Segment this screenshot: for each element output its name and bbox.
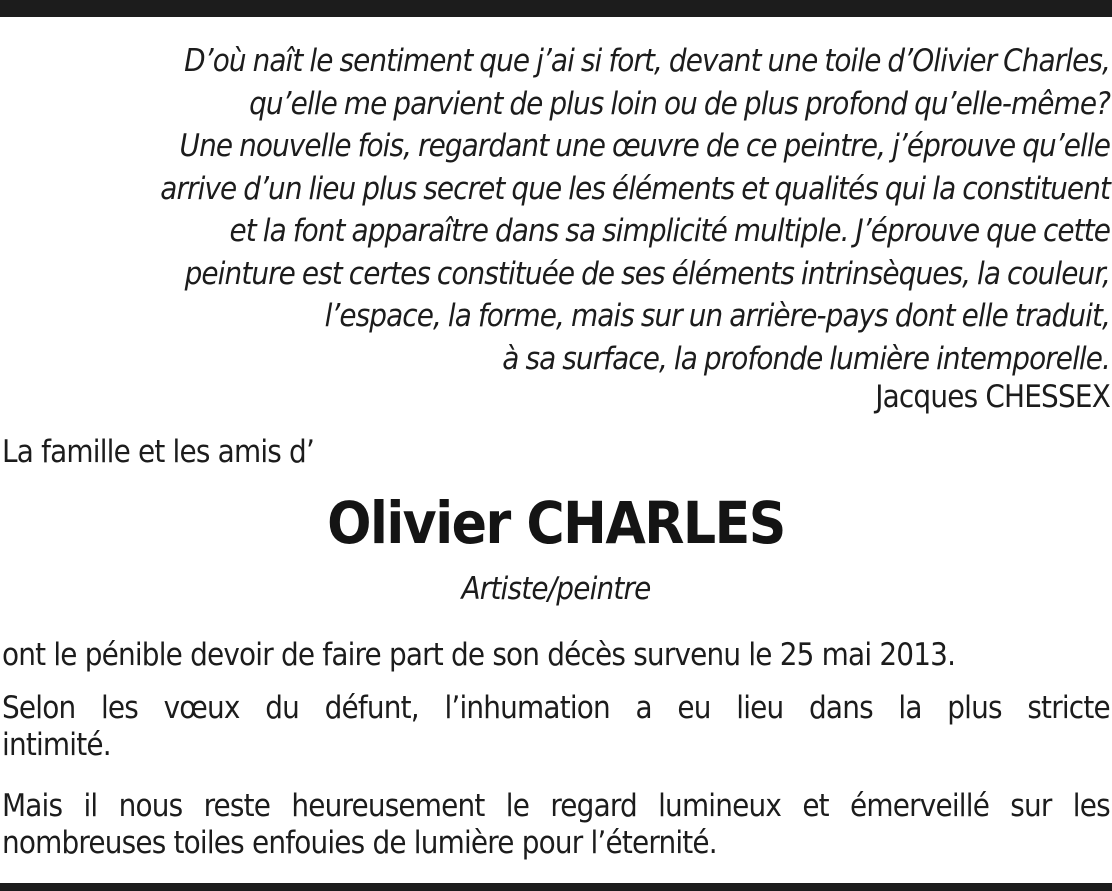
quote-line: à sa surface, la profonde lumière intemporelle. <box>502 340 1110 377</box>
word: il <box>83 788 98 824</box>
paragraph-line <box>2 690 1110 727</box>
epigraph-quote <box>4 40 1110 380</box>
quote-line: l’espace, la forme, mais sur un arrière-pays dont elle traduit, <box>324 298 1110 334</box>
word: l’inhumation <box>444 690 610 726</box>
quote-line: qu’elle me parvient de plus loin ou de plus profond qu’elle-même? <box>249 85 1110 122</box>
word: plus <box>947 690 1002 726</box>
quote-line: et la font apparaître dans sa simplicité multiple. J’éprouve que cette <box>229 213 1110 249</box>
word: regard <box>550 788 637 824</box>
word: la <box>898 690 922 726</box>
word: le <box>505 788 530 824</box>
word: reste <box>203 788 271 824</box>
quote-author: Jacques CHESSEX <box>875 379 1110 415</box>
deceased-name: Olivier CHARLES <box>327 489 785 557</box>
word: émerveillé <box>850 788 990 824</box>
word: les <box>100 690 139 726</box>
word: a <box>635 690 652 726</box>
word: eu <box>677 690 711 726</box>
top-border-rule <box>0 0 1112 17</box>
deceased-role: Artiste/peintre <box>461 571 651 607</box>
word: du <box>265 690 300 726</box>
word: sur <box>1010 788 1052 824</box>
notice-intro: La famille et les amis d’ <box>2 434 315 470</box>
word: défunt, <box>324 690 419 726</box>
announcement-paragraph: ont le pénible devoir de faire part de son décès survenu le 25 mai 2013. <box>2 637 956 673</box>
quote-line: peinture est certes constituée de ses éléments intrinsèques, la couleur, <box>184 255 1110 292</box>
burial-paragraph <box>2 690 1110 764</box>
quote-line: arrive d’un lieu plus secret que les éléments et qualités qui la constituent <box>160 170 1110 207</box>
closing-paragraph <box>2 788 1110 862</box>
word: lieu <box>736 690 784 726</box>
word: nous <box>118 788 183 824</box>
word: les <box>1072 788 1110 824</box>
word: vœux <box>163 690 240 726</box>
bottom-border-rule <box>0 883 1112 891</box>
word: lumineux <box>658 788 782 824</box>
quote-line: D’où naît le sentiment que j’ai si fort, devant une toile d’Olivier Charles, <box>184 43 1110 79</box>
word: et <box>802 788 829 824</box>
word: stricte <box>1027 690 1110 726</box>
word: Selon <box>2 690 76 726</box>
word: Mais <box>2 788 63 824</box>
paragraph-line: intimité. <box>2 727 111 763</box>
word: dans <box>809 690 873 726</box>
word: heureusement <box>291 788 485 824</box>
quote-line: Une nouvelle fois, regardant une œuvre de ce peintre, j’éprouve qu’elle <box>179 128 1110 164</box>
paragraph-line <box>2 788 1110 825</box>
paragraph-line: nombreuses toiles enfouies de lumière pour l’éternité. <box>2 825 717 861</box>
